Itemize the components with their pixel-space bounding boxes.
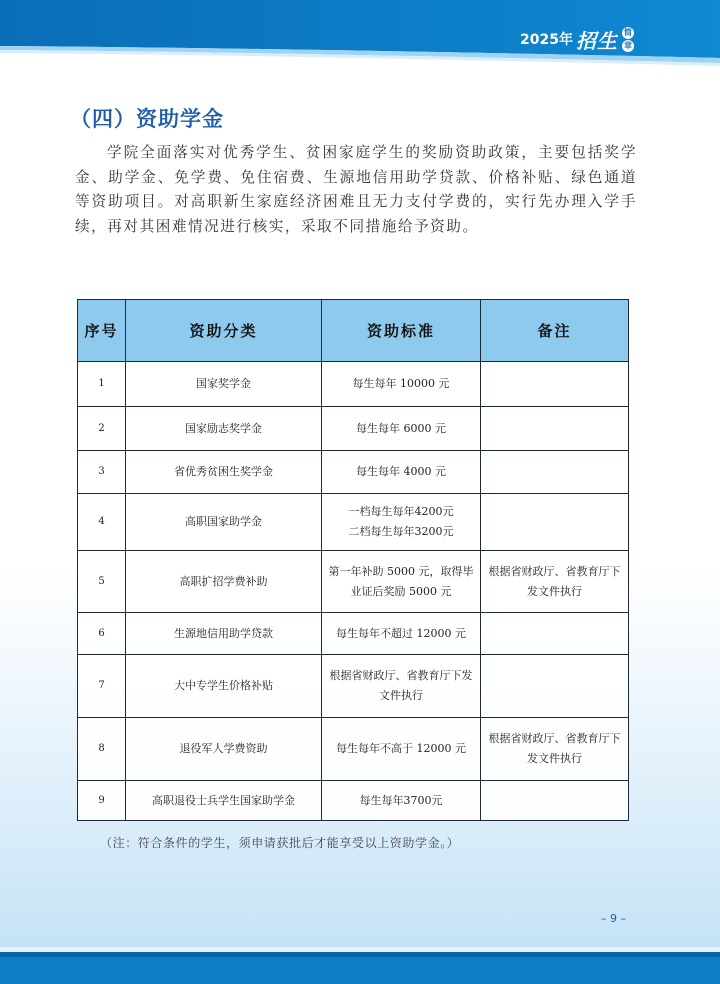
table-row [78,551,629,613]
table-header-row [78,300,629,362]
cell-no: 7 [78,655,126,718]
cell-no: 5 [78,551,126,613]
cell-category: 高职退役士兵学生国家助学金 [126,781,322,821]
cell-standard: 每生每年 6000 元 [322,407,481,451]
cell-note: 根据省财政厅、省教育厅下发文件执行 [481,718,629,781]
cell-standard: 每生每年3700元 [322,781,481,821]
cell-no: 2 [78,407,126,451]
cell-category: 大中专学生价格补贴 [126,655,322,718]
aid-table [77,299,629,821]
header-year: 2025年 [520,32,573,48]
cell-note: 根据省财政厅、省教育厅下发文件执行 [481,551,629,613]
cell-no: 8 [78,718,126,781]
header-brand: 招生 [576,28,618,53]
cell-no: 6 [78,613,126,655]
table-row [78,718,629,781]
header-mini-badge [622,27,634,52]
header-cell-category: 资助分类 [126,300,322,362]
header-cell-note: 备注 [481,300,629,362]
cell-note [481,655,629,718]
cell-category: 高职国家助学金 [126,494,322,551]
cell-standard: 每生每年不超过 12000 元 [322,613,481,655]
cell-standard: 一档每生每年4200元 二档每生每年3200元 [322,494,481,551]
cell-standard: 每生每年 10000 元 [322,362,481,407]
cell-note [481,407,629,451]
footnote: （注：符合条件的学生，须申请获批后才能享受以上资助学金。） [100,836,460,850]
cell-no: 9 [78,781,126,821]
cell-category: 国家奖学金 [126,362,322,407]
table-row [78,494,629,551]
table-row [78,407,629,451]
table-row [78,781,629,821]
header-mini-char: 简 [624,27,632,37]
cell-standard: 每生每年不高于 12000 元 [322,718,481,781]
page-number: – 9 – [601,912,626,925]
cell-note [481,451,629,494]
header-title [520,27,634,51]
section-title: （四）资助学金 [70,107,224,131]
cell-category: 国家励志奖学金 [126,407,322,451]
table-row [78,362,629,407]
cell-no: 4 [78,494,126,551]
table-row [78,655,629,718]
cell-note [481,613,629,655]
header-mini-char: 章 [624,40,632,50]
cell-standard: 第一年补助 5000 元，取得毕业证后奖励 5000 元 [322,551,481,613]
intro-paragraph: 学院全面落实对优秀学生、贫困家庭学生的奖励资助政策，主要包括奖学金、助学金、免学费、免住宿费、生源地信用助学贷款、价格补贴、绿色通道等资助项目。对高职新生家庭经济困难且无力支付学费的，实行先办理入学手续，再对其困难情况进行核实，采取不同措施给予资助。 [75,144,637,235]
cell-note [481,494,629,551]
cell-category: 退役军人学费资助 [126,718,322,781]
cell-category: 高职扩招学费补助 [126,551,322,613]
cell-note [481,362,629,407]
header-cell-no: 序号 [78,300,126,362]
cell-note [481,781,629,821]
table-row [78,613,629,655]
header-cell-standard: 资助标准 [322,300,481,362]
table-row [78,451,629,494]
cell-category: 生源地信用助学贷款 [126,613,322,655]
cell-no: 1 [78,362,126,407]
footer-band [0,947,720,984]
cell-standard: 每生每年 4000 元 [322,451,481,494]
cell-category: 省优秀贫困生奖学金 [126,451,322,494]
cell-standard: 根据省财政厅、省教育厅下发文件执行 [322,655,481,718]
cell-no: 3 [78,451,126,494]
